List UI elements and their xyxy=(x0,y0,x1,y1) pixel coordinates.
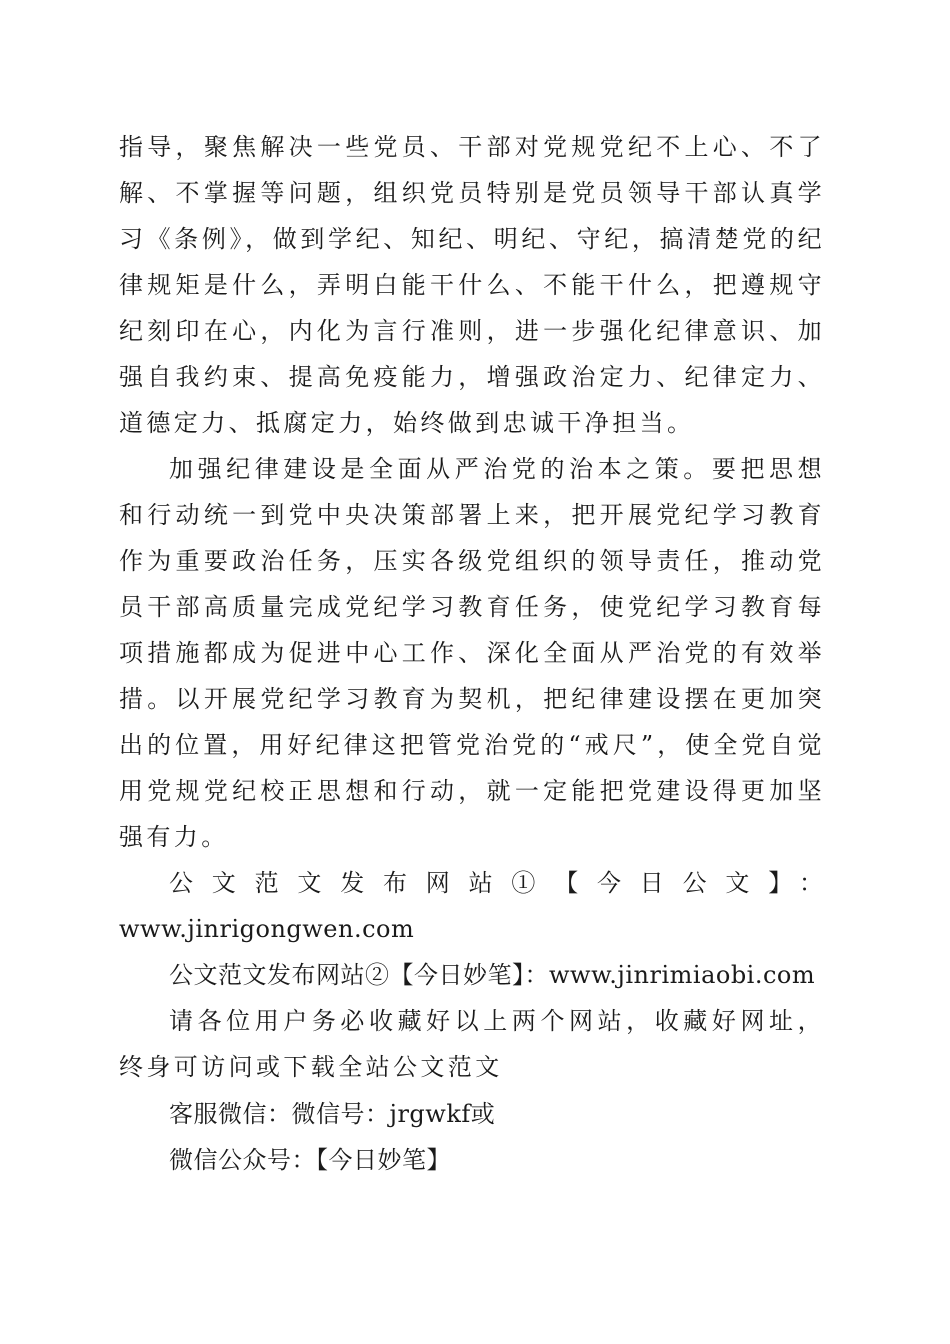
site2-line[interactable]: 公文范文发布网站②【今日妙笔】：www.jinrimiaobi.com xyxy=(169,961,816,989)
paragraph-discipline-study: 指导，聚焦解决一些党员、干部对党规党纪不上心、不了解、不掌握等问题，组织党员特别是党员领导干部认真学习《条例》，做到学纪、知纪、明纪、守纪，搞清楚党的纪律规矩是什么，弄明白能干什么、不能干什么，把遵规守纪刻印在心，内化为言行准则，进一步强化纪律意识、加强自我约束、提高免疫能力，增强政治定力、纪律定力、道德定力、抵腐定力，始终做到忠诚干净担当。 xyxy=(119,133,825,437)
service-wechat: 客服微信：微信号：jrgwkf或 xyxy=(169,1100,496,1128)
bookmark-notice: 请各位用户务必收藏好以上两个网站，收藏好网址，终身可访问或下载全站公文范文 xyxy=(119,1007,825,1081)
document-body xyxy=(119,124,825,1183)
paragraph-discipline-building: 加强纪律建设是全面从严治党的治本之策。要把思想和行动统一到党中央决策部署上来，把开展党纪学习教育作为重要政治任务，压实各级党组织的领导责任，推动党员干部高质量完成党纪学习教育任务，使党纪学习教育每项措施都成为促进中心工作、深化全面从严治党的有效举措。以开展党纪学习教育为契机，把纪律建设摆在更加突出的位置，用好纪律这把管党治党的“戒尺”，使全党自觉用党规党纪校正思想和行动，就一定能把党建设得更加坚强有力。 xyxy=(119,455,825,851)
public-account: 微信公众号：【今日妙笔】 xyxy=(169,1146,451,1174)
site1-title: 公文范文发布网站①【今日公文】： xyxy=(169,869,825,897)
site1-url[interactable]: www.jinrigongwen.com xyxy=(119,915,415,943)
